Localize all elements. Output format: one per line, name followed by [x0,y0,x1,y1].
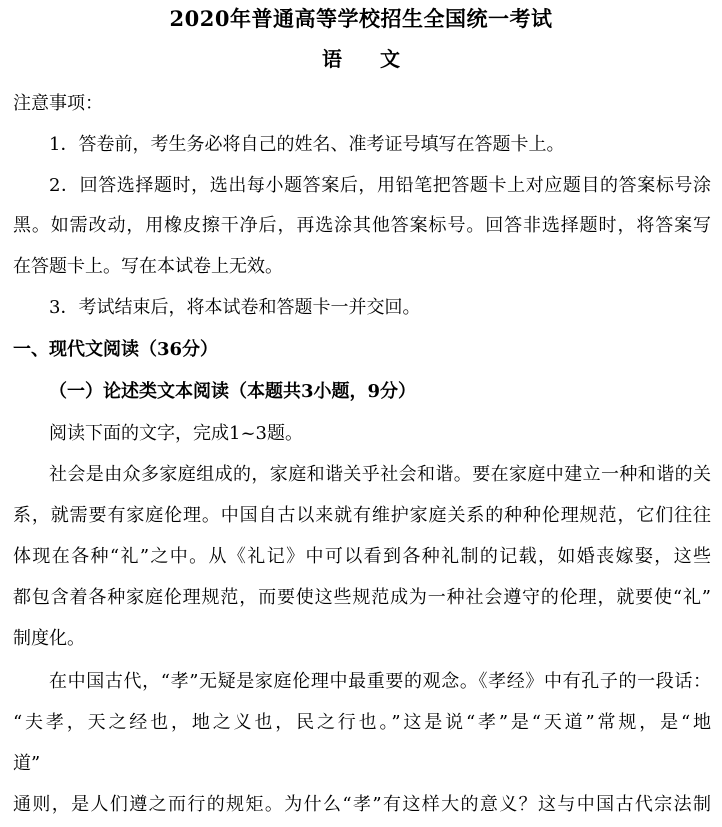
subject-title [0,46,722,72]
note-item-2-line-3: 在答题卡上。写在本试卷上无效。 [13,256,283,277]
note-item-2-line-2: 黑。如需改动，用橡皮擦干净后，再选涂其他答案标号。回答非选择题时，将答案写 [13,215,711,236]
reading-instruction: 阅读下面的文字，完成1~3题。 [49,423,303,444]
note-item-2-line-1: 2．回答选择题时，选出每小题答案后，用铅笔把答题卡上对应题目的答案标号涂 [49,175,711,196]
passage-p2-line-1: 在中国古代，“孝”无疑是家庭伦理中最重要的观念。《孝经》中有孔子的一段话： [49,671,711,692]
subsection-heading: （一）论述类文本阅读（本题共3小题，9分） [49,381,417,402]
passage-p1-line-4: 都包含着各种家庭伦理规范，而要使这些规范成为一种社会遵守的伦理，就要使“礼” [13,587,711,608]
passage-p1-line-3: 体现在各种“礼”之中。从《礼记》中可以看到各种礼制的记载，如婚丧嫁娶，这些 [13,546,711,567]
passage-p2-line-2: “夫孝，天之经也，地之义也，民之行也。”这是说“孝”是“天道”常规，是“地 [13,712,711,733]
subject-char-1: 语 [322,47,342,71]
passage-p1-line-1: 社会是由众多家庭组成的，家庭和谐关乎社会和谐。要在家庭中建立一种和谐的关 [49,464,711,485]
passage-p2-line-3: 道” [13,753,41,774]
passage-p1-line-2: 系，就需要有家庭伦理。中国自古以来就有维护家庭关系的种种伦理规范，它们往往 [13,505,711,526]
exam-title: 2020年普通高等学校招生全国统一考试 [169,6,553,31]
subject-char-2: 文 [380,47,400,71]
note-item-3: 3．考试结束后，将本试卷和答题卡一并交回。 [49,297,421,318]
passage-p2-line-4: 通则，是人们遵之而行的规矩。为什么“孝”有这样大的意义？这与中国古代宗法制 [13,794,711,815]
notes-heading: 注意事项： [13,93,103,114]
note-item-1: 1．答卷前，考生务必将自己的姓名、准考证号填写在答题卡上。 [49,134,565,155]
section-heading: 一、现代文阅读（36分） [13,339,219,360]
passage-p1-line-5: 制度化。 [13,628,85,649]
